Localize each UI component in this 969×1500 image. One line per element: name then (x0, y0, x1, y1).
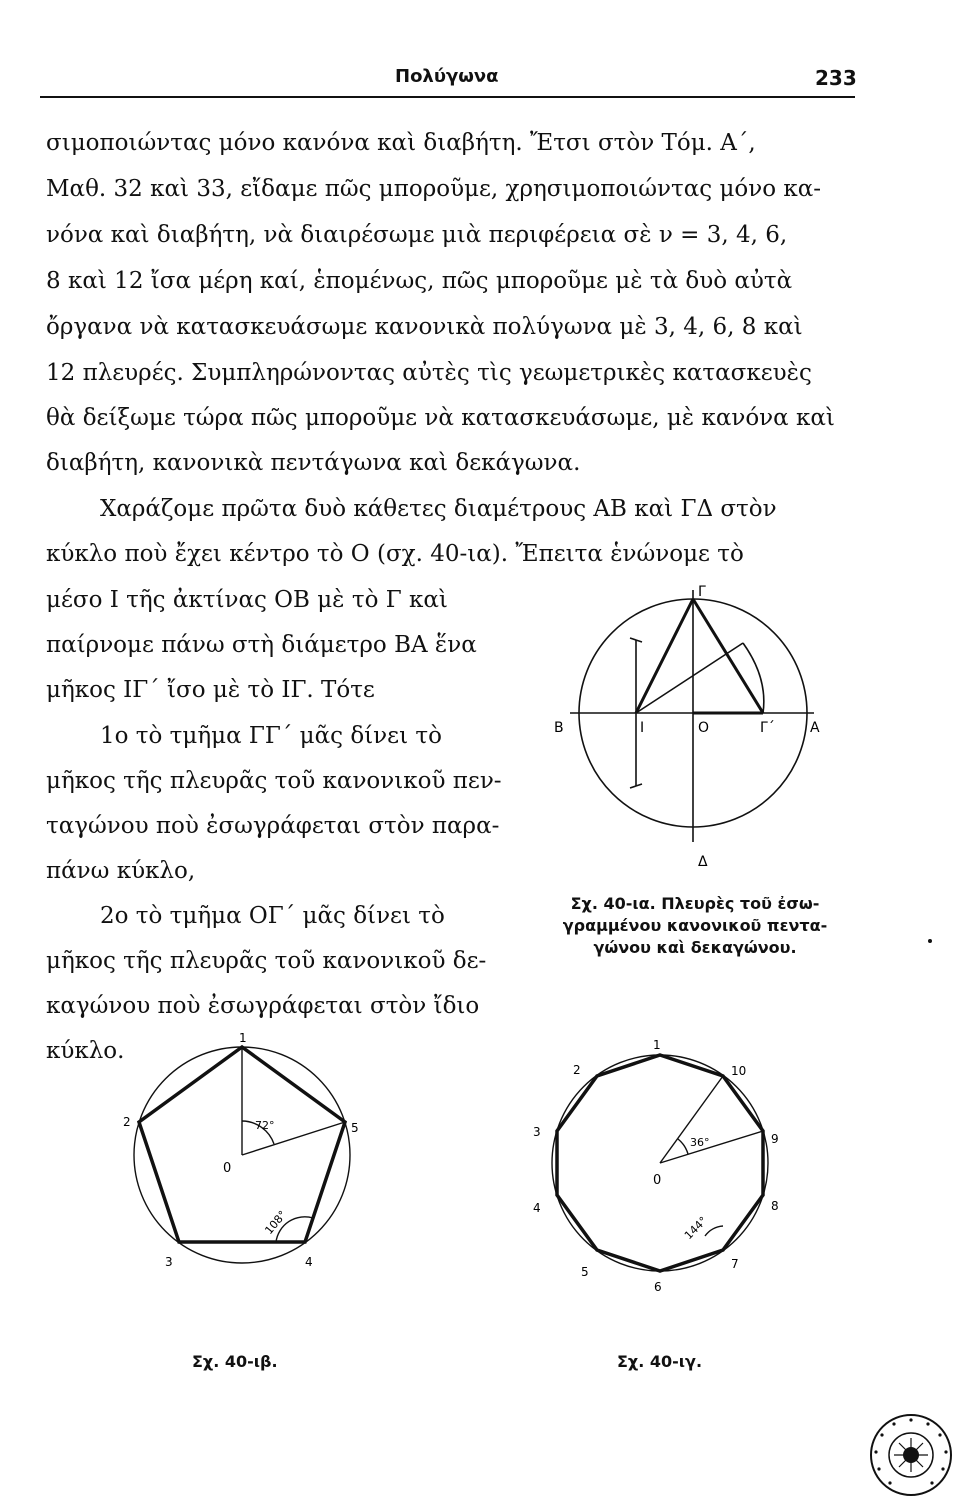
body-line: σιμοποιώντας μόνο κανόνα καὶ διαβήτη. Ἔτσι στὸν Τόμ. Α΄, (46, 130, 756, 156)
vertex-label: 5 (581, 1265, 589, 1279)
body-line: μέσο Ι τῆς ἀκτίνας ΟΒ μὲ τὸ Γ καὶ (46, 587, 448, 613)
vertex-label: 1 (653, 1038, 661, 1052)
center-label: 0 (223, 1161, 232, 1176)
radius-9 (660, 1131, 763, 1163)
label-O: Ο (698, 720, 710, 736)
body-line: μῆκος ΙΓ΄ ἴσο μὲ τὸ ΙΓ. Τότε (46, 677, 375, 703)
header-rule (40, 96, 855, 98)
body-line: νόνα καὶ διαβήτη, νὰ διαιρέσωμε μιὰ περιφέρεια σὲ ν = 3, 4, 6, (46, 222, 788, 248)
angle-arc-interior (705, 1226, 723, 1236)
angle-arc-center (678, 1139, 688, 1154)
angle-label-center: 36° (690, 1136, 710, 1149)
angle-label-interior: 144° (681, 1214, 710, 1243)
segment-IG (636, 599, 693, 713)
caption-line: γώνου καὶ δεκαγώνου. (593, 938, 797, 957)
figure-40-11-caption (525, 893, 865, 959)
margin-dot (928, 939, 932, 943)
body-line: διαβήτη, κανονικὰ πεντάγωνα καὶ δεκάγωνα. (46, 450, 581, 476)
figure-40-11 (540, 580, 840, 880)
label-D: Δ (698, 854, 708, 870)
label-I: Ι (640, 720, 645, 736)
angle-label-center: 72° (255, 1119, 275, 1132)
vertex-label: 3 (165, 1255, 173, 1269)
vertex-label: 4 (533, 1201, 541, 1215)
figure-40-12-caption: Σχ. 40-ιβ. (192, 1352, 278, 1371)
vertex-label: 1 (239, 1031, 247, 1045)
label-A: Α (810, 720, 820, 736)
caption-line: Σχ. 40-ια. Πλευρὲς τοῦ ἐσω- (570, 894, 820, 913)
caption-line: γραμμένου κανονικοῦ πεντα- (562, 916, 828, 935)
body-line: μῆκος τῆς πλευρᾶς τοῦ κανονικοῦ δε- (46, 948, 487, 974)
vertex-label: 4 (305, 1255, 313, 1269)
running-title: Πολύγωνα (395, 66, 499, 87)
vertex-label: 5 (351, 1121, 359, 1135)
body-line: Χαράζομε πρῶτα δυὸ κάθετες διαμέτρους ΑΒ καὶ ΓΔ στὸν (100, 496, 777, 522)
vertex-label: 8 (771, 1199, 779, 1213)
stamp-center-dot (903, 1447, 919, 1463)
vertex-label: 9 (771, 1132, 779, 1146)
vertex-label: 6 (654, 1280, 662, 1294)
vertex-label: 2 (573, 1063, 581, 1077)
body-line: κύκλο ποὺ ἔχει κέντρο τὸ Ο (σχ. 40-ια). Ἔπειτα ἑνώνομε τὸ (46, 541, 744, 567)
body-line: καγώνου ποὺ ἐσωγράφεται στὸν ἴδιο (46, 993, 480, 1019)
vertex-label: 2 (123, 1115, 131, 1129)
vertex-label: 10 (731, 1064, 747, 1078)
page-number: 233 (815, 66, 857, 90)
body-line: μῆκος τῆς πλευρᾶς τοῦ κανονικοῦ πεν- (46, 768, 502, 794)
body-line: παίρνομε πάνω στὴ διάμετρο ΒΑ ἕνα (46, 632, 477, 658)
angle-label-interior: 108° (262, 1208, 290, 1237)
body-line: ὄργανα νὰ κατασκευάσωμε κανονικὰ πολύγωνα μὲ 3, 4, 6, 8 καὶ (46, 314, 803, 340)
label-G: Γ (698, 584, 706, 600)
body-line: 8 καὶ 12 ἴσα μέρη καί, ἑπομένως, πῶς μποροῦμε μὲ τὰ δυὸ αὐτὰ (46, 268, 793, 294)
radius-10 (660, 1076, 723, 1163)
figure-40-13-caption: Σχ. 40-ιγ. (617, 1352, 703, 1371)
body-line: κύκλο. (46, 1038, 125, 1064)
vertex-label: 7 (731, 1257, 739, 1271)
figure-40-13 (525, 1028, 795, 1298)
arc-IGp (743, 643, 764, 713)
label-Gp: Γ΄ (760, 720, 775, 736)
body-line: 12 πλευρές. Συμπληρώνοντας αὐτὲς τὶς γεωμετρικὲς κατασκευὲς (46, 360, 812, 386)
vertex-label: 3 (533, 1125, 541, 1139)
body-line: ταγώνου ποὺ ἐσωγράφεται στὸν παρα- (46, 813, 500, 839)
body-line: Μαθ. 32 καὶ 33, εἴδαμε πῶς μποροῦμε, χρησιμοποιώντας μόνο κα- (46, 176, 822, 202)
library-stamp (868, 1412, 954, 1498)
body-line: πάνω κύκλο, (46, 858, 196, 884)
body-line: 2ο τὸ τμῆμα ΟΓ΄ μᾶς δίνει τὸ (100, 903, 445, 929)
body-line: 1ο τὸ τμῆμα ΓΓ΄ μᾶς δίνει τὸ (100, 723, 442, 749)
label-B: Β (554, 720, 564, 736)
figure-40-12 (105, 1028, 375, 1288)
center-label: 0 (653, 1173, 662, 1188)
body-line: θὰ δείξωμε τώρα πῶς μποροῦμε νὰ κατασκευάσωμε, μὲ κανόνα καὶ (46, 405, 835, 431)
